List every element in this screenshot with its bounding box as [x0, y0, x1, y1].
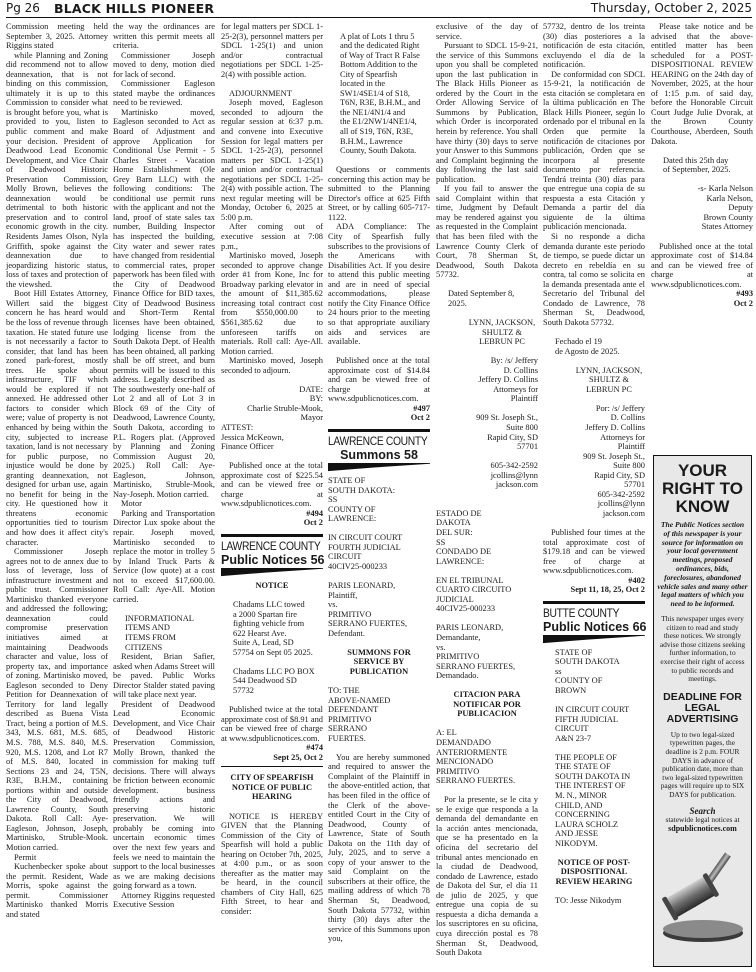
text-line: PRIMITIVO: [328, 609, 372, 619]
text-lines: [328, 686, 430, 743]
text-line: SOUTH DAKOTA: [555, 657, 620, 667]
text-line: IN CIRCUIT COURT: [328, 533, 403, 543]
spacer: [328, 347, 430, 357]
text-line: Plaintiff: [617, 442, 645, 452]
box-title: YOUR RIGHT TO KNOW: [662, 461, 743, 516]
spacer: [651, 146, 753, 156]
paragraph: Martinisko moved, Joseph seconded to adjourn.: [221, 356, 323, 375]
paragraph: After coming out of executive session at 7:08 p.m.,: [221, 222, 323, 251]
signature-block: [436, 356, 538, 404]
text-line: 605-342-2592: [597, 489, 645, 499]
text-lines: [436, 623, 538, 680]
text-line: the E1/2NW1/4NE1/4,: [340, 117, 417, 127]
paragraph: while Planning and Zoning did recommend not to allow deannexation, that is not binding on this commission, ultimately it is up to this Commission to consider what is brought before you, what is provided to you, listen to public comment and make your decision. President of Deadwood Lead Economic Development, and Vice Chair of Deadwood Historic Preservation Commission, Molly Brown, believes the deannexation would be detrimental to both historic preservation and to control economic growth in the city. Residents James Olson, Nyla Griffith, spoke against the deannexation due to jeopardizing historic status, loss of taxes and protection of the viewshed.: [6, 50, 108, 289]
paragraph: You are hereby summoned and required to answer the Complaint of the Plaintiff in the above-entitled action, that has been filed in the office of the Clerk of the above-entitled Court in the City of Deadwood, County of Lawrence, State of South Dakota on the 11th day of July, 2025, and to serve a copy of your answer to the said Complaint on the subscribers at their office, the mailing address of which 78 Sherman St, Deadwood, South Dakota 57732, within thirty (30) days after the service of this Summons upon you,: [328, 752, 430, 944]
notice-id-tag: [221, 509, 323, 528]
text-line: jackson.com: [495, 480, 538, 490]
text-line: 57732: [233, 686, 254, 695]
text-line: City of Spearfish: [340, 69, 398, 79]
spacer: [436, 490, 538, 500]
text-line: A: EL: [436, 728, 457, 738]
paragraph: exclusive of the day of service.: [436, 22, 538, 41]
text-line: STATE OF: [555, 647, 593, 657]
text-line: PARIS LEONARD,: [436, 623, 504, 633]
spacer: [328, 571, 430, 581]
paragraph: Si no responde a dicha demanda durante este periodo de tiempo, se puede dictar un decreto en rebeldía en su contra, tal como se solicita en la demanda presentada ante el Secretario del Tribunal del Condado de Lawrence, 78 Sherman St, Deadwood, South Dakota 57732.: [543, 232, 645, 327]
signature-block: [436, 318, 538, 347]
text-line: SS: [436, 537, 446, 547]
text-line: #497: [413, 403, 430, 413]
signature-block: [651, 184, 753, 232]
spacer: [543, 328, 645, 338]
text-line: of Way of Tract R False: [340, 50, 420, 60]
spacer: [543, 518, 645, 528]
text-line: vs.: [436, 642, 446, 652]
deadline-title: DEADLINE FOR LEGAL ADVERTISING: [663, 690, 742, 725]
text-line: SW1/4SE1/4 of S18,: [340, 88, 411, 98]
box-intro: The Public Notices section of this newspaper is your source for information on your local government meetings, proposed ordinances, bids, foreclosures, abandoned vehicle sales and many other legal matters of which you need to be informed.: [657, 520, 748, 609]
text-line: SERRANO FUERTES,: [436, 661, 516, 671]
spacer: [221, 79, 323, 89]
text-lines: [436, 576, 538, 614]
text-line: THE PEOPLE OF: [555, 752, 617, 762]
text-line: COUNTY OF: [328, 504, 376, 514]
paragraph: Martinisko moved, Eagleson seconded to Act as Board of Adjustment and approve Application for Conditional Use Permit - 5 Charles Street - Vacation Home Establishment (Ole Grey Barn LLC) with the following conditions: The conditional use permit runs with the applicant and not the land, proof of state sales tax number, Building Inspector has inspected the building, City water and sewer rates have changed from residential to commercial rates, proper paperwork has been filed with the City of Deadwood Finance Office for BID taxes, City of Deadwood Business and Short-Term Rental licenses have been obtained, lodging license from the South Dakota Dept. of Health has been obtained, all parking shall be off street, and burn permits will be issued to this address. Legally described as The southwesterly one-half of Lot 2 and all of Lot 3 in Block 69 of the City of Deadwood, Lawrence County, South Dakota, according to P.L. Rogers plat. (Approved by Planning and Zoning Commission August 20, 2025.) Roll Call: Aye-Eagleson, Johnson, Martinisko, Struble-Mook, Nay-Joseph. Motion carried.: [113, 107, 215, 499]
text-line: jcollins@lynn: [597, 499, 645, 509]
text-line: Dated September 8,: [448, 289, 515, 299]
text-line: LAURA SCHOLZ: [555, 819, 619, 829]
text-line: Demandado.: [436, 671, 479, 681]
text-line: EN EL TRIBUNAL: [436, 575, 504, 585]
text-line: NIKODYM.: [555, 838, 598, 848]
text-line: CONCERNING: [555, 810, 610, 820]
text-line: and the dedicated Right: [340, 41, 420, 51]
paragraph: NOTICE IS HEREBY GIVEN that the Planning Commission of the City of Spearfish will hold a public hearing on October 7th, 2025, at 4:00 p.m., or as soon thereafter as the matter may be heard, in the council chambers of City Hall, 625 Fifth Street, to hear and consider:: [221, 811, 323, 917]
text-line: Oct 2: [303, 518, 323, 528]
text-line: fighting vehicle from: [233, 619, 305, 629]
text-line: BROWN: [555, 686, 587, 695]
paragraph: Por la presente, se le cita y se le exige que responda a la demanda del demandante en la acción antes mencionada, que se ha presentado en la oficina del secretario del tribunal antes mencionado en la ciudad de Deadwood, condado de Lawrence, estado de Dakota del Sur, el día 11 de julio de 2025, y que entregue una copia de su respuesta a dicha demanda a los suscriptores en su oficina, cuya dirección postal es 78 Sherman St, Deadwood, South Dakota: [436, 795, 538, 958]
banner-title: Public Notices 56: [221, 552, 325, 567]
page-header: [6, 0, 752, 18]
text-line: 544 Deadwood SD: [233, 676, 297, 686]
paragraph: for legal matters per SDCL 1-25-2(3), personnel matters per SDCL 1-25(1) and union and/or contractual negotiations per SDCL 1-25-2(4) with possible action.: [221, 22, 323, 79]
text-line: Defendant.: [328, 628, 365, 638]
text-line: SOUTH DAKOTA IN: [555, 771, 631, 781]
paragraph: ADA Compliance: The City of Spearfish fully subscribes to the provisions of the Americans with Disabilities Act. If you desire to attend this public meeting and are in need of special accommodations, please notify the City Finance Office 24 hours prior to the meeting so that appropriate auxiliary aids and services are available.: [328, 222, 430, 347]
spacer: [436, 719, 538, 729]
text-line: Jessica McKeown,: [221, 432, 284, 442]
signature-block: [436, 413, 538, 451]
text-line: SHULTZ &: [482, 327, 522, 337]
text-line: STATE OF: [328, 475, 366, 485]
spacer: [221, 657, 323, 667]
text-lines: [436, 289, 538, 308]
text-line: #402: [628, 575, 645, 585]
text-lines: [543, 753, 645, 848]
text-line: Charlie Struble-Mook,: [247, 403, 323, 413]
text-line: Oct 2: [410, 413, 430, 423]
text-line: #493: [736, 289, 753, 299]
paragraph: the way the ordinances are written this permit meets all criteria.: [113, 22, 215, 51]
newspaper-name: BLACK HILLS PIONEER: [54, 1, 215, 16]
banner-wedge: [221, 568, 323, 577]
text-line: vs.: [328, 600, 338, 610]
banner-wedge: [543, 635, 645, 644]
paragraph: If you fail to answer the said Complaint within that time, Judgment by Default may be rendered against you as requested in the Complaint that has been filed with the Lawrence County Clerk of Court, 78 Sherman St, Deadwood, South Dakota 57732.: [436, 184, 538, 280]
signature-block: [221, 385, 323, 423]
column-1: [6, 22, 108, 919]
text-line: jackson.com: [602, 508, 645, 518]
text-line: SOUTH DAKOTA:: [328, 485, 396, 495]
paragraph: Please take notice and be advised that the above-entitled matter has been scheduled for a POST-DISPOSITIONAL REVIEW HEARING on the 24th day of November, 2025, at the hour of 1:15 p.m. of said day, before the Honorable Circuit Court Judge Julie Dvorak, at the Brown County Courthouse, Aberdeen, South Dakota.: [651, 22, 753, 146]
text-line: T6N, R3E, B.H.M., and: [340, 98, 421, 108]
text-line: #474: [306, 743, 323, 753]
notice-id-tag: [221, 743, 323, 762]
paragraph: Questions or comments concerning this action may be submitted to the Planning Director's office at 625 Fifth Street, or by calling 605-717-1122.: [328, 165, 430, 222]
banner-title: Summons 58: [340, 447, 418, 462]
paragraph: Martinisko moved, Joseph seconded to approve change order #1 from Kone, Inc for Broadway parking elevator in the amount of $11,385.62 increasing total contract cost from $550,000.00 to $561,385.62 due to unforeseen tariffs on materials. Roll call: Aye-All. Motion carried.: [221, 251, 323, 356]
notice-heading: CITACION PARA NOTIFICAR POR PUBLICACION: [453, 690, 521, 719]
banner-county: BUTTE COUNTY: [543, 605, 620, 620]
divider: [221, 766, 323, 767]
text-line: Finance Officer: [221, 442, 274, 452]
text-line: BY:: [309, 394, 323, 404]
banner-bar: [221, 534, 323, 537]
text-line: 57754 on Sept 05 2025.: [233, 647, 313, 657]
text-line: Fechado el 19: [555, 337, 602, 347]
spacer: [328, 22, 430, 32]
spacer: [328, 743, 430, 753]
text-line: jcollins@lynn: [490, 470, 538, 480]
text-line: TO: THE: [328, 686, 360, 695]
text-line: Jeffery D. Collins: [478, 375, 538, 385]
text-line: DAKOTA: [436, 518, 471, 528]
paragraph: Attorney Riggins requested Executive Session: [113, 890, 215, 910]
text-line: D. Collins: [503, 365, 538, 375]
paragraph: Kuchenbecker spoke about the permit. Resident, Wade Morris, spoke against the permit. Commissioner Martinisko thanked Morris and stated: [6, 862, 108, 919]
text-line: LYNN, JACKSON,: [468, 317, 536, 327]
spacer: [543, 696, 645, 706]
text-line: SHULTZ &: [589, 375, 629, 385]
text-line: By: /s/ Jeffery: [490, 356, 538, 366]
spacer: [221, 696, 323, 706]
text-line: Sept 11, 18, 25, Oct 2: [570, 585, 645, 595]
column-2: [113, 22, 215, 910]
signature-block: [436, 461, 538, 490]
banner-wedge: [328, 463, 430, 472]
notice-id-tag: [543, 576, 645, 595]
paragraph: Boot Hill Estates Attorney, Willert said the biggest concern he has heard would be the loss of revenue through taxation. He stated future use is not necessarily a factor to consider, that land has been zoned park-forest, mostly trees. He spoke about infrastructure, TIF which would be explored if not annexed. He addressed other factors to consider which were; value of property is not enhanced by being within the city, subjected to increase taxation, land is not necessary for public purpose, no injustice would be done by granting deannexation, not designed for urban use, again no benefit for being in the city. He questioned how it threatens economic opportunities tied to tourism and how does it affect city's character.: [6, 289, 108, 547]
text-line: Plaintiff: [510, 394, 538, 404]
text-line: 57701: [624, 480, 645, 490]
paragraph: President of Deadwood Lead Economic Development, and Vice Chair of Deadwood Historic Preservation Commission, Molly Brown, thanked the commission for making tuff decisions. There will always be friction between economic development. business friendly actions and preserving historic preservation. We will probably be coming into uncertain economic times over the next few years and feels we need to maintain the support to the local businesses as we are making decisions going forward as a town.: [113, 699, 215, 891]
search-url[interactable]: sdpublicnotices.com: [668, 823, 737, 833]
text-line: Suite 800: [506, 422, 538, 432]
paragraph: Permit: [14, 852, 37, 862]
text-line: IN CIRCUIT COURT: [555, 705, 630, 715]
spacer: [328, 156, 430, 166]
search-text: statewide legal notices at: [665, 815, 740, 825]
paragraph: 57732, dentro de los treinta (30) días posteriores a la notificación de esta citación, excluyendo el día de la notificación.: [543, 22, 645, 70]
text-line: LAWRENCE:: [328, 514, 377, 524]
spacer: [328, 638, 430, 648]
banner-county: LAWRENCE COUNTY: [328, 433, 428, 448]
text-line: B.H.M., Lawrence: [340, 136, 403, 146]
issue-date: Thursday, October 2, 2025: [590, 1, 752, 15]
page-number: Pg 26: [6, 1, 40, 15]
text-line: ANTERIORMENTE: [436, 747, 508, 757]
text-line: a 2000 Spartan fire: [233, 609, 297, 619]
notice-heading: SUMMONS FOR SERVICE BY PUBLICATION: [347, 647, 411, 676]
paragraph: De conformidad con SDCL 15-9-21, la notificación de esta citación se completara en la última publicación en The Black Hills Pioneer, según lo ordenado por el tribunal en la Orden que permite la notificación de citaciones por publicación, Orden que se incorpora al presente documento por referencia. Tendrá treinta (30) días para que entregue una copia de su respuesta a esta Citación y Demanda a partir del día siguiente de la última publicación mencionada.: [543, 69, 645, 232]
notice-heading: NOTICE: [255, 580, 289, 590]
text-lines: [113, 614, 215, 652]
text-lines: [328, 476, 430, 524]
text-line: Chadams LLC PO BOX: [233, 666, 315, 676]
text-line: CONDADO DE: [436, 547, 492, 557]
section-banner: [221, 534, 323, 577]
text-line: 909 St. Joseph St.,: [583, 451, 645, 461]
text-line: Chadams LLC towed: [233, 600, 305, 610]
text-line: SERRANO FUERTES,: [328, 619, 408, 629]
notice-heading: NOTICE OF POST-DISPOSITIONAL REVIEW HEARING: [555, 857, 633, 886]
gavel-icon: [658, 841, 748, 946]
text-line: SERRANO: [328, 724, 368, 734]
text-line: 57701: [517, 442, 538, 452]
spacer: [328, 524, 430, 534]
text-line: 2025.: [448, 298, 467, 308]
text-line: Jeffery D. Collins: [585, 422, 645, 432]
column-5: [436, 22, 538, 958]
text-line: 605-342-2592: [490, 461, 538, 471]
text-lines: [543, 705, 645, 743]
text-line: Deputy: [728, 203, 753, 213]
text-line: 40CIV25-000233: [328, 561, 388, 571]
text-line: Suite 800: [613, 461, 645, 471]
text-line: Demandante,: [436, 633, 481, 642]
text-line: County, South Dakota.: [340, 146, 417, 156]
text-line: AND JESSE: [555, 829, 599, 839]
spacer: [113, 604, 215, 614]
spacer: [221, 802, 323, 812]
text-line: DEFENDANT: [328, 705, 379, 715]
text-line: LAWRENCE:: [436, 556, 485, 566]
text-line: FUERTES.: [328, 733, 366, 743]
text-line: Attorneys for: [493, 384, 538, 394]
deadline-text: Up to two legal-sized typewritten pages, the deadline is 2 p.m. FOUR DAYS in advance of publication date, more than two legal-sized typewritten pages will require up to SIX DAYS for publication.: [660, 729, 745, 799]
spacer: [436, 404, 538, 414]
text-lines: [328, 32, 430, 156]
text-line: CHILD, AND: [555, 800, 603, 810]
paragraph: Motor: [121, 499, 142, 509]
paragraph: Published once at the total approximate cost of $225.54 and can be viewed free or charge at www.sdpublicnotices.com.: [221, 461, 323, 509]
search-label: Search: [689, 806, 716, 817]
text-lines: [436, 728, 538, 785]
text-line: Sept 25, Oct 2: [273, 752, 323, 762]
text-line: Rapid City, SD: [594, 470, 645, 480]
text-line: CIRCUIT: [555, 724, 589, 734]
text-line: Suite A, Lead, SD: [233, 638, 294, 648]
paragraph: Published once at the total approximate cost of $14.84 and can be viewed free of charge at www.sdpublicnotices.com.: [651, 241, 753, 289]
text-line: CIRCUIT: [328, 552, 362, 562]
spacer: [436, 452, 538, 462]
banner-bar: [543, 601, 645, 604]
text-line: DEL SUR:: [436, 527, 473, 537]
text-line: States Attorney: [701, 222, 753, 232]
text-line: CUARTO CIRCUITO: [436, 585, 512, 595]
paragraph: Published once at the total approximate cost of $14.84 and can be viewed free of charge at www.sdpublicnotices.com.: [328, 356, 430, 404]
box-urge-text: This newspaper urges every citizen to read and study these notices. We strongly advise those citizens seeking further information, to exercise their right of access to public records and meetings.: [659, 613, 746, 684]
text-line: FOURTH JUDICIAL: [328, 542, 401, 552]
text-line: 909 St. Joseph St.,: [476, 413, 538, 423]
text-line: #494: [306, 508, 323, 518]
text-line: ESTADO DE: [436, 508, 482, 518]
notice-id-tag: [651, 289, 753, 308]
notice-heading: CITY OF SPEARFISH NOTICE OF PUBLIC HEARING: [230, 773, 314, 802]
text-line: LYNN, JACKSON,: [575, 365, 643, 375]
text-lines: [221, 667, 323, 696]
text-line: all of S19, T6N, R3E,: [340, 127, 414, 137]
spacer: [651, 232, 753, 242]
paragraph: ADJOURNMENT: [229, 88, 292, 98]
text-line: Dated this 25th day: [663, 155, 729, 165]
text-line: Brown County: [703, 212, 753, 222]
paragraph: Published four times at the total approximate cost of $179.18 and can be viewed free of charge at www.sdpublicnotices.com.: [543, 527, 645, 576]
text-line: de Agosto de 2025.: [555, 346, 620, 356]
section-banner: [543, 601, 645, 644]
text-lines: [328, 581, 430, 638]
text-line: PARIS LEONARD,: [328, 580, 396, 590]
text-line: THE INTEREST OF: [555, 781, 626, 791]
paragraph: Commissioner Joseph agrees not to de annex due to loss of leverage, loss of infrastructure investment and public trust. Commissioner Martinisko thanked everyone and addressed the following; deannexation could compromise preservation initiatives aimed at maintaining Deadwoods character and value, loss of property tax, and importance of zoning. Martinisko moved, Eagleson seconded to Deny Petition for Deannexation of Territory for land legally described as Buena Vista Tract, being a portion of M.S. 343, M.S. 681, M.S. 685, M.S. 788, M.S. 840, M.S. 920, M.S. 1208, and Lot R7 of M.S. 840, located in Sections 23 and 24, T5N, R3E, B.H.M., containing portions within and outside the City of Deadwood, Lawrence County, South Dakota. Roll Call: Aye-Eagleson, Johnson, Joseph, Martinisko, Struble-Mook. Motion carried.: [6, 547, 108, 853]
text-line: Plaintiff,: [328, 590, 358, 600]
text-line: Karla Nelson,: [706, 193, 753, 203]
text-line: CITIZENS: [125, 642, 163, 652]
spacer: [221, 591, 323, 601]
text-lines: [221, 423, 323, 452]
text-line: A plat of Lots 1 thru 5: [340, 31, 415, 41]
column-7: [651, 22, 753, 308]
text-line: INFORMATIONAL: [125, 613, 194, 623]
text-line: 40CIV25-000233: [436, 604, 496, 614]
text-line: A&N 23-7: [555, 733, 592, 743]
notice-id-tag: [328, 404, 430, 423]
text-line: ITEMS FROM: [125, 633, 176, 642]
column-4: [328, 22, 430, 944]
spacer: [543, 848, 645, 858]
spacer: [436, 499, 538, 509]
text-line: LEBRUN PC: [586, 384, 632, 394]
spacer: [543, 356, 645, 366]
paragraph: Pursuant to SDCL 15-9-21, the service of this Summons upon you shall be completed upon the last publication in The Black Hills Pioneer as ordered by the Court in the Order Allowing Service of Summons by Publication, which Order is incorporated herein by reference. You shall have thirty (30) days to serve your Answer to this Summons and Complaint beginning the day following the last said publication.: [436, 41, 538, 184]
text-line: Rapid City, SD: [487, 432, 538, 442]
banner-county: LAWRENCE COUNTY: [221, 538, 321, 553]
text-line: of September, 2025.: [663, 165, 731, 175]
text-line: Oct 2: [733, 298, 753, 308]
text-lines: [436, 509, 538, 566]
text-line: PRIMITIVO: [436, 652, 480, 662]
text-line: located in the: [340, 79, 386, 89]
text-line: TO: Jesse Nikodym: [555, 896, 622, 906]
text-line: ATTEST:: [221, 422, 254, 432]
text-line: FIFTH JUDICIAL: [555, 714, 619, 724]
spacer: [328, 676, 430, 686]
column-6: [543, 22, 645, 906]
spacer: [436, 614, 538, 624]
text-line: PRIMITIVO: [328, 714, 372, 724]
text-lines: [543, 648, 645, 696]
your-right-to-know-box: [653, 455, 752, 967]
text-lines: [543, 896, 645, 906]
text-line: DATE:: [299, 384, 323, 394]
text-line: M. N., MINOR: [555, 791, 607, 801]
spacer: [221, 375, 323, 385]
text-line: 622 Hearst Ave.: [233, 628, 287, 638]
text-line: Attorneys for: [600, 432, 645, 442]
text-line: MENCIONADO: [436, 757, 494, 767]
text-line: Por: /s/ Jeffery: [595, 403, 645, 413]
spacer: [543, 886, 645, 896]
text-line: Mayor: [300, 413, 323, 423]
text-line: the NE1/4N1/4 and: [340, 107, 406, 117]
spacer: [436, 566, 538, 576]
paragraph: Resident, Brian Safier, asked when Adams Street will be paved. Public Works Director Stalder stated paving will take place next year.: [113, 652, 215, 700]
banner-bar: [328, 429, 430, 432]
text-line: -s- Karla Nelson: [697, 184, 753, 194]
paragraph: Commissioner Joseph moved to deny, motion died for lack of second.: [113, 50, 215, 79]
text-line: ABOVE-NAMED: [328, 695, 391, 705]
spacer: [543, 394, 645, 404]
spacer: [221, 452, 323, 462]
spacer: [436, 347, 538, 357]
text-line: THE STATE OF: [555, 762, 611, 772]
spacer: [651, 175, 753, 185]
text-line: D. Collins: [610, 413, 645, 423]
spacer: [436, 681, 538, 691]
text-line: SERRANO FUERTES.: [436, 776, 516, 786]
text-lines: [543, 337, 645, 356]
text-line: Bottom Addition to the: [340, 60, 418, 70]
spacer: [436, 280, 538, 290]
text-line: ITEMS AND: [125, 623, 170, 633]
paragraph: Joseph moved, Eagleson seconded to adjourn the regular session at 6:37 p.m. and convene into Executive Session for legal matters per SDCL 1-25-2(3), personnel matters per SDCL 1-25(1) and union and/or contractual negotiations per SDCL 1-25-2(4) with possible action. The next regular meeting will be Monday, October 6, 2025 at 5:00 p.m.: [221, 98, 323, 222]
spacer: [436, 786, 538, 796]
paragraph: Commission meeting held September 3, 2025. Attorney Riggins stated: [6, 22, 108, 51]
text-line: PRIMITIVO: [436, 766, 480, 776]
banner-title: Public Notices 66: [543, 619, 647, 634]
text-line: SS: [328, 495, 338, 505]
text-lines: [651, 156, 753, 175]
text-line: JUDICIAL: [436, 594, 474, 604]
paragraph: Commissioner Eagleson stated maybe the ordinances need to be reviewed.: [113, 79, 215, 108]
signature-block: [543, 404, 645, 519]
text-lines: [221, 600, 323, 657]
paragraph: Parking and Transportation Director Lux spoke about the repair. Joseph moved, Martinisko seconded to replace the motor in trolley 5 by Inland Truck Parts & Service (low quote) at a cost not to exceed $17,600.00. Roll Call: Aye-All. Motion carried.: [113, 508, 215, 604]
text-lines: [328, 533, 430, 571]
column-3: [221, 22, 323, 917]
text-line: DEMANDADO: [436, 738, 491, 748]
text-line: COUNTY OF: [555, 676, 603, 686]
spacer: [543, 743, 645, 753]
text-line: LEBRUN PC: [479, 337, 525, 347]
signature-block: [543, 366, 645, 395]
paragraph: Published twice at the total approximate cost of $8.91 and can be viewed free of charge at www.sdpublicnotices.com.: [221, 705, 323, 743]
section-banner: [328, 429, 430, 472]
spacer: [436, 308, 538, 318]
text-line: ss: [555, 666, 562, 676]
